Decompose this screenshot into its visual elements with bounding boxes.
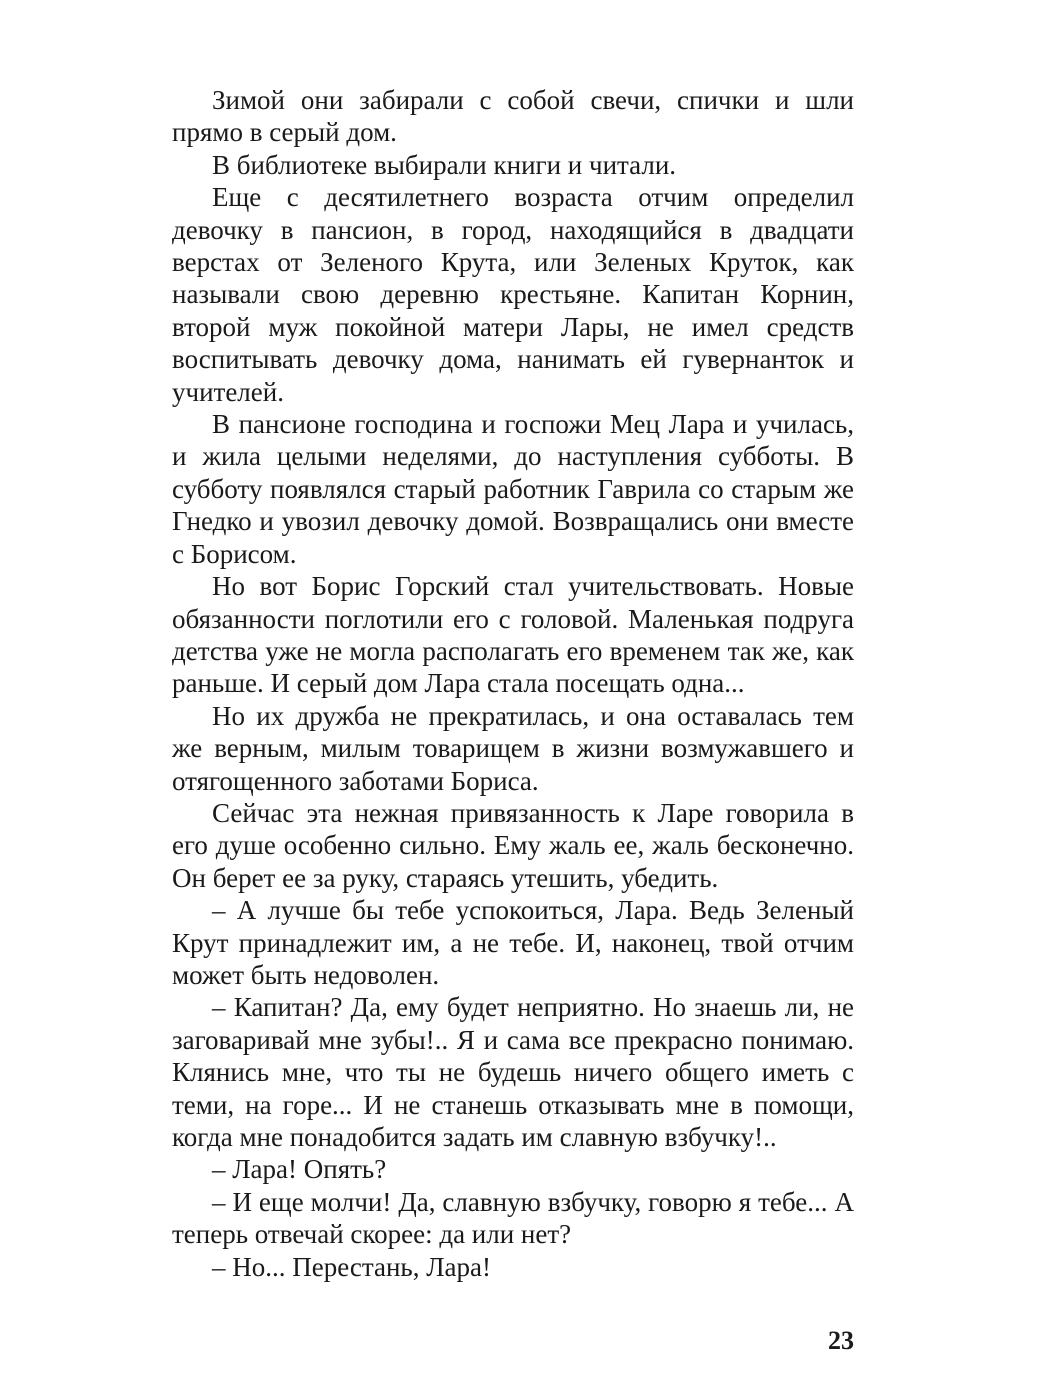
paragraph-10: – Лара! Опять? (212, 1154, 387, 1185)
paragraph-11: – И еще молчи! Да, славную взбучку, говорю я тебе... А теперь отвечай скорее: да или нет? (172, 1186, 854, 1250)
body-text (172, 84, 854, 1283)
paragraph-8: – А лучше бы тебе успокоиться, Лара. Ведь Зеленый Крут принадлежит им, а не тебе. И, наконец, твой отчим может быть недоволен. (172, 895, 854, 990)
page-number: 23 (828, 1326, 854, 1355)
paragraph-12: – Но... Перестань, Лара! (212, 1251, 492, 1282)
paragraph-3: Еще с десятилетнего возраста отчим определил девочку в пансион, в город, находящийся в двадцати верстах от Зеленого Крута, или Зеленых Круток, как называли свою деревню крестьяне. Капитан Корнин, второй муж покойной матери Лары, не имел средств воспитывать девочку дома, нанимать ей гувернанток и учителей. (172, 182, 854, 407)
paragraph-5: Но вот Борис Горский стал учительствовать. Новые обязанности поглотили его с головой. Маленькая подруга детства уже не могла располагать его временем так же, как раньше. И серый дом Лара стала посещать одна... (172, 571, 854, 699)
paragraph-1: Зимой они забирали с собой свечи, спички и шли прямо в серый дом. (172, 85, 854, 148)
paragraph-2: В библиотеке выбирали книги и читали. (212, 149, 677, 180)
paragraph-4: В пансионе господина и госпожи Мец Лара и училась, и жила целыми неделями, до наступления субботы. В субботу появлялся старый работник Гаврила со старым же Гнедко и увозил девочку домой. Возвращались они вместе с Борисом. (172, 409, 854, 569)
paragraph-6: Но их дружба не прекратилась, и она оставалась тем же верным, милым товарищем в жизни возмужавшего и отягощенного заботами Бориса. (172, 700, 854, 796)
paragraph-7: Сейчас эта нежная привязанность к Ларе говорила в его душе особенно сильно. Ему жаль ее, жаль бесконечно. Он берет ее за руку, стараясь утешить, убедить. (172, 797, 854, 893)
paragraph-9: – Капитан? Да, ему будет неприятно. Но знаешь ли, не заговаривай мне зубы!.. Я и сама все прекрасно понимаю. Клянись мне, что ты не будешь ничего общего иметь с теми, на горе... И не станешь отказывать мне в помощи, когда мне понадобится задать им славную взбучку!.. (172, 992, 854, 1152)
